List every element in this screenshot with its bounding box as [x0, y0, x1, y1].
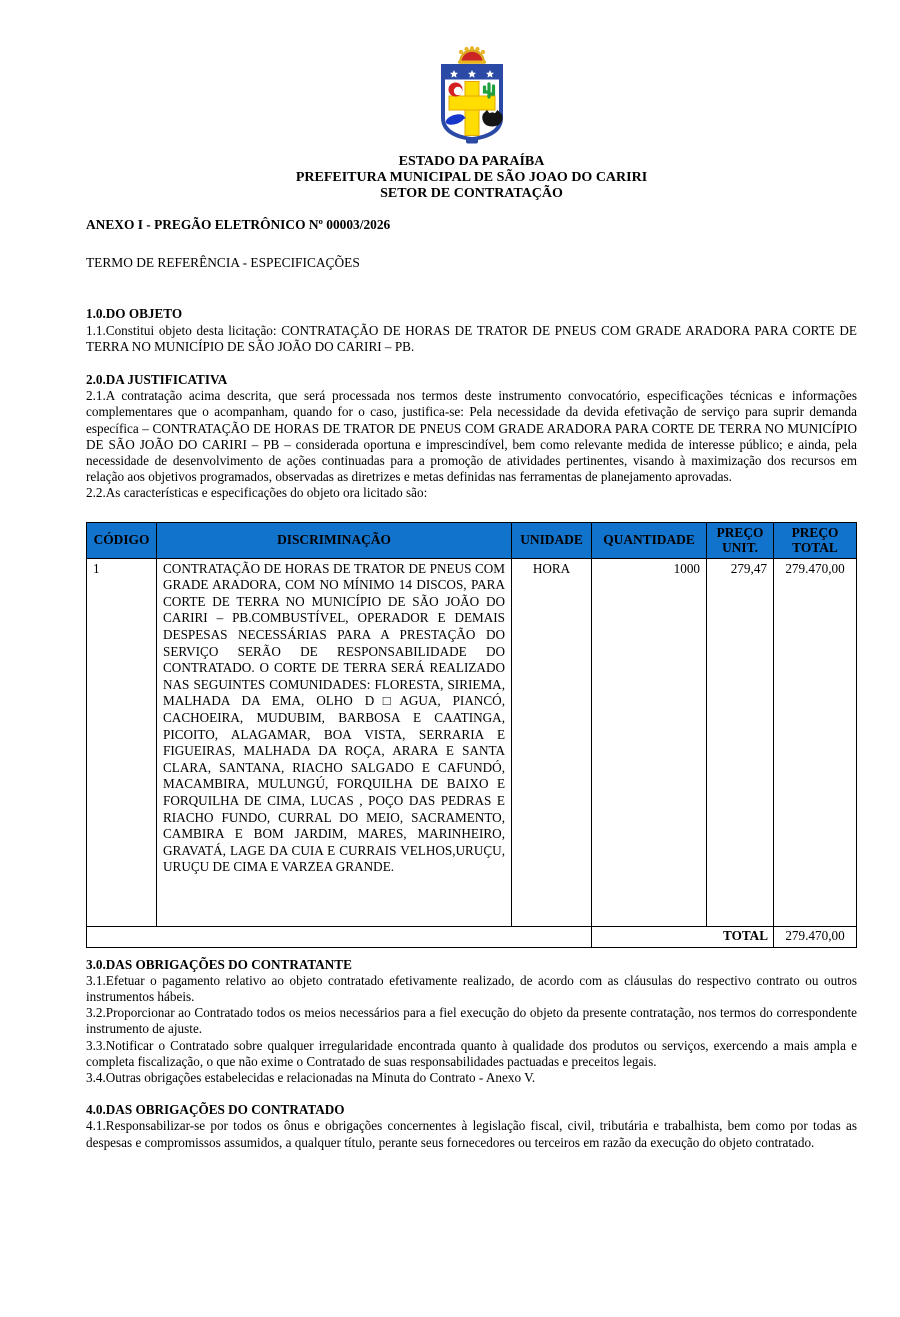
cell-quantidade: 1000	[592, 558, 707, 926]
section3-paragraph-3-2: 3.2.Proporcionar ao Contratado todos os meios necessários para a fiel execução do objeto da presente contratação, nos termos do correspondente instrumento de ajuste.	[86, 1005, 857, 1037]
org-line-state: ESTADO DA PARAÍBA	[398, 154, 545, 169]
section4-paragraph-4-1: 4.1.Responsabilizar-se por todos os ônus e obrigações concernentes à legislação fiscal, civil, tributária e trabalhista, bem como por todas as despesas e compromissos assumidos, a qualquer título, perante seus fornecedores ou terceiros em razão da execução do objeto contratado.	[86, 1118, 857, 1150]
col-header-quantidade: QUANTIDADE	[592, 522, 707, 558]
total-row-empty-cell	[87, 926, 592, 947]
section2-title: 2.0.DA JUSTIFICATIVA	[86, 372, 228, 387]
section1-title: 1.0.DO OBJETO	[86, 306, 183, 322]
table-row-item-1	[87, 558, 857, 926]
section3-paragraph-3-4: 3.4.Outras obrigações estabelecidas e relacionadas na Minuta do Contrato - Anexo V.	[86, 1070, 536, 1086]
col-header-discriminacao: DISCRIMINAÇÃO	[157, 522, 512, 558]
section2-paragraph-2-2: 2.2.As características e especificações do objeto ora licitado são:	[86, 485, 428, 501]
section2-paragraph-2-1: 2.1.A contratação acima descrita, que será processada nos termos deste instrumento convocatório, especificações técnicas e informações complementares que o acompanham, quando for o caso, justifica-se: Pela necessidade da devida efetivação de serviço para suprir demanda específica – CONTRATAÇÃO DE HORAS DE TRATOR DE PNEUS COM GRADE ARADORA PARA CORTE DE TERRA NO MUNICÍPIO DE SÃO JOÃO DO CARIRI – PB – considerada oportuna e imprescindível, bem como relevante medida de interesse público; e ainda, pela necessidade de desenvolvimento de ações continuadas para a promoção de atividades pertinentes, visando à maximização dos recursos em relação aos objetivos programados, observadas as diretrizes e metas definidas nas ferramentas de planejamento aprovadas.	[86, 388, 857, 485]
col-header-codigo: CÓDIGO	[87, 522, 157, 558]
section3-paragraph-3-1: 3.1.Efetuar o pagamento relativo ao objeto contratado efetivamente realizado, de acordo com as cláusulas do respectivo contrato ou outros instrumentos hábeis.	[86, 972, 857, 1005]
crest-crown	[460, 51, 484, 63]
total-value: 279.470,00	[774, 926, 857, 947]
items-table	[86, 522, 857, 948]
items-table-header-row	[87, 522, 857, 558]
cell-preco-unit: 279,47	[707, 558, 774, 926]
table-total-row	[87, 926, 857, 947]
cell-unidade: HORA	[512, 558, 592, 926]
col-header-unidade: UNIDADE	[512, 522, 592, 558]
cell-preco-total: 279.470,00	[774, 558, 857, 926]
org-title-block	[86, 154, 857, 201]
municipal-crest-icon	[433, 44, 511, 144]
termo-title: TERMO DE REFERÊNCIA - ESPECIFICAÇÕES	[86, 255, 360, 271]
crest-crescent	[448, 83, 462, 97]
anexo-title: ANEXO I - PREGÃO ELETRÔNICO Nº 00003/2026	[86, 217, 391, 233]
section1-paragraph-1-1: 1.1.Constitui objeto desta licitação: CONTRATAÇÃO DE HORAS DE TRATOR DE PNEUS COM GRADE ARADORA PARA CORTE DE TERRA NO MUNICÍPIO DE SÃO JOÃO DO CARIRI – PB.	[86, 322, 857, 354]
col-header-preco-unit: PREÇO UNIT.	[707, 522, 774, 558]
cell-codigo: 1	[87, 558, 157, 926]
section3-title: 3.0.DAS OBRIGAÇÕES DO CONTRATANTE	[86, 956, 352, 972]
org-line-prefeitura: PREFEITURA MUNICIPAL DE SÃO JOAO DO CARIRI	[295, 169, 648, 185]
crest-bull-head	[482, 110, 502, 127]
document-header	[86, 44, 857, 201]
section4-title: 4.0.DAS OBRIGAÇÕES DO CONTRATADO	[86, 1102, 345, 1118]
section3-paragraph-3-3: 3.3.Notificar o Contratado sobre qualquer irregularidade encontrada quanto à qualidade dos produtos ou serviços, exercendo a mais ampla e completa fiscalização, o que não exime o Contratado de suas responsabilidades pactuadas e preceitos legais.	[86, 1037, 857, 1069]
document-page	[0, 44, 900, 1151]
col-header-preco-total: PREÇO TOTAL	[774, 522, 857, 558]
cell-discriminacao: CONTRATAÇÃO DE HORAS DE TRATOR DE PNEUS COM GRADE ARADORA, COM NO MÍNIMO 14 DISCOS, PARA CORTE DE TERRA NO MUNICÍPIO DE SÃO JOÃO DO CARIRI – PB.COMBUSTÍVEL, OPERADOR E DEMAIS DESPESAS NECESSÁRIAS PARA A PRESTAÇÃO DO SERVIÇO SERÃO DE RESPONSABILIDADE DO CONTRATADO. O CORTE DE TERRA SERÁ REALIZADO NAS SEGUINTES COMUNIDADES: FLORESTA, SIRIEMA, MALHADA DA EMA, OLHO D□AGUA, PIANCÓ, CACHOEIRA, MUDUBIM, BARBOSA E CAATINGA, PICOITO, ALAGAMAR, BOA VISTA, SERRARIA E FIGUEIRAS, MALHADA DA ROÇA, ARARA E SANTA CLARA, SANTANA, RIACHO SALGADO E CAFUNDÓ, MACAMBIRA, MULUNGÚ, FORQUILHA DE BAIXO E FORQUILHA DE CIMA, LUCAS , POÇO DAS PEDRAS E RIACHO FUNDO, CURRAL DO MEIO, SACRAMENTO, CAMBIRA E BOM JARDIM, MARES, MARINHEIRO, GRAVATÁ, LAGE DA CUIA E CURRAIS VELHOS,URUÇU, URUÇU DE CIMA E VARZEA GRANDE.	[157, 558, 512, 926]
org-line-setor: SETOR DE CONTRATAÇÃO	[380, 185, 563, 201]
total-label: TOTAL	[592, 926, 774, 947]
